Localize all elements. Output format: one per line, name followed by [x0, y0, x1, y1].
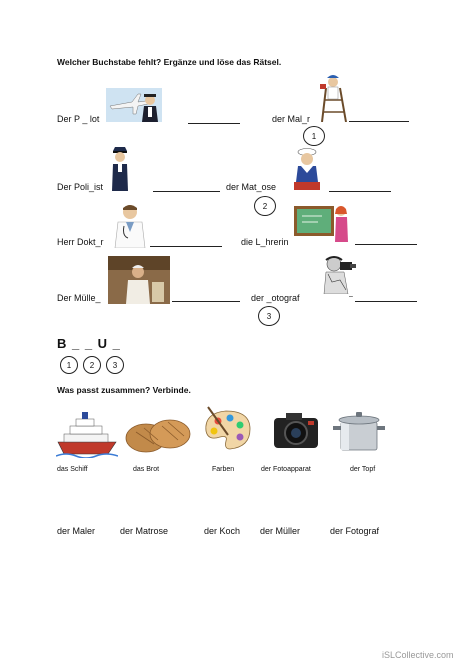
task1-heading: Welcher Buchstabe fehlt? Ergänze und löse das Rätsel.	[57, 57, 282, 67]
match-word[interactable]: der Maler	[57, 526, 96, 536]
word-polizist: Der Poli_ist	[57, 182, 104, 192]
word-maler: der Mal_r	[272, 114, 311, 124]
ship-icon	[56, 410, 118, 458]
caption-farben: Farben	[212, 466, 235, 473]
word-fotograf: der _otograf	[251, 293, 300, 303]
miller-photo-icon	[108, 256, 170, 304]
answer-line[interactable]	[355, 301, 417, 302]
match-word[interactable]: der Müller	[260, 526, 301, 536]
painter-icon	[318, 74, 348, 122]
answer-line[interactable]	[349, 121, 409, 122]
solution-puzzle: B _ _ U _	[57, 336, 121, 351]
task2-heading: Was passt zusammen? Verbinde.	[57, 385, 191, 395]
answer-line[interactable]	[153, 191, 220, 192]
solution-circle: 3	[106, 356, 124, 374]
word-pilot: Der P _ lot	[57, 114, 100, 124]
answer-line[interactable]	[150, 246, 222, 247]
answer-line[interactable]	[172, 301, 240, 302]
match-word[interactable]: der Fotograf	[330, 526, 380, 536]
word-lehrerin: die L_hrerin	[241, 237, 289, 247]
airplane-pilot-icon	[106, 88, 162, 122]
teacher-board-icon	[294, 204, 350, 242]
match-word[interactable]: der Matrose	[120, 526, 169, 536]
letter-circle: 2	[254, 196, 276, 216]
caption-topf: der Topf	[350, 466, 376, 473]
solution-circle: 2	[83, 356, 101, 374]
word-mueller: Der Mülle_	[57, 293, 101, 303]
answer-line[interactable]	[329, 191, 391, 192]
word-doktor: Herr Dokt_r	[57, 237, 104, 247]
pot-icon	[333, 408, 385, 454]
caption-fotoapparat: der Fotoapparat	[261, 466, 311, 473]
match-word[interactable]: der Koch	[204, 526, 241, 536]
policeman-icon	[108, 145, 132, 191]
letter-circle: 1	[303, 126, 325, 146]
answer-line[interactable]	[188, 123, 240, 124]
caption-schiff: das Schiff	[57, 466, 88, 473]
letter-circle: 3	[258, 306, 280, 326]
bread-icon	[124, 410, 192, 458]
doctor-icon	[112, 202, 148, 248]
photographer-icon	[310, 254, 358, 294]
sailor-icon	[288, 146, 326, 192]
answer-line[interactable]	[355, 244, 417, 245]
solution-circle: 1	[60, 356, 78, 374]
dash-mark: –	[349, 293, 353, 300]
word-matrose: der Mat_ose	[226, 182, 277, 192]
camera-icon	[272, 408, 320, 452]
caption-brot: das Brot	[133, 466, 160, 473]
palette-icon	[200, 405, 256, 455]
watermark: iSLCollective.com	[382, 650, 454, 660]
